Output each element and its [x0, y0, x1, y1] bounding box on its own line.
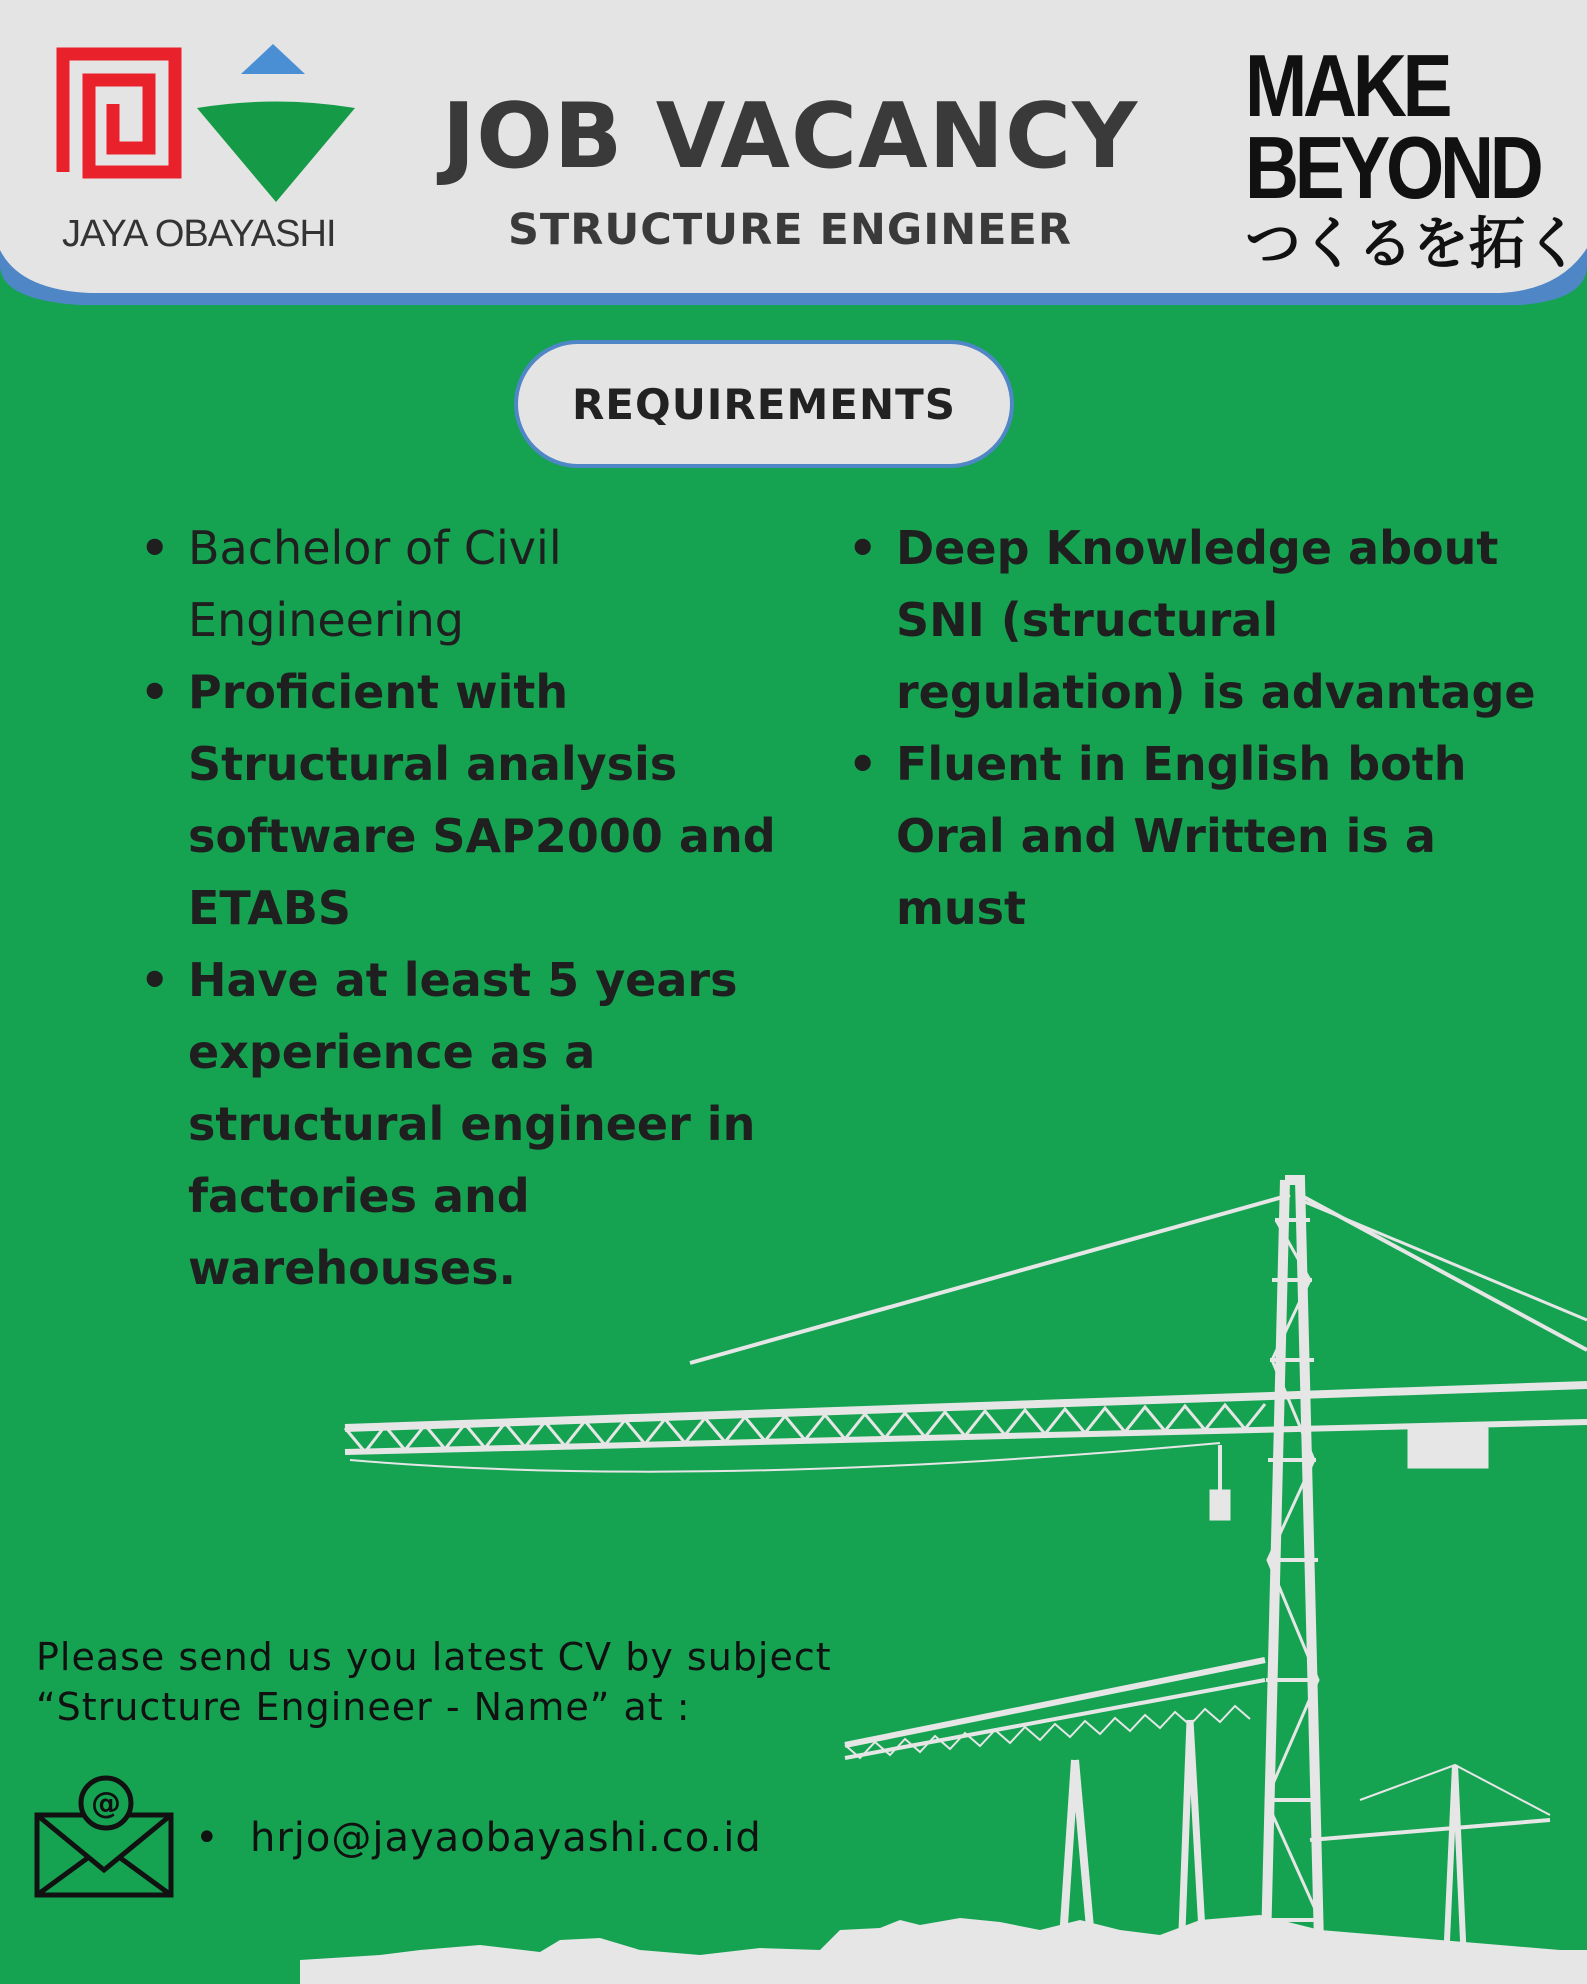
- svg-text:@: @: [91, 1786, 121, 1821]
- contact-line-2: “Structure Engineer - Name” at :: [36, 1685, 691, 1729]
- page-title: JOB VACANCY: [441, 84, 1139, 189]
- email-row: [195, 1815, 762, 1861]
- email-link[interactable]: hrjo@jayaobayashi.co.id: [250, 1815, 762, 1861]
- tagline-line-1: MAKE: [1245, 36, 1449, 135]
- requirement-item: • Deep Knowledge about SNI (structural regulation) is advantage: [848, 512, 1568, 728]
- email-bullet: •: [195, 1815, 220, 1861]
- requirements-heading: REQUIREMENTS: [514, 340, 1014, 468]
- jaya-obayashi-logo: [55, 40, 365, 270]
- header-banner: [0, 0, 1587, 320]
- make-beyond-tagline: [1245, 36, 1581, 279]
- tagline-line-3: つくるを拓く: [1245, 211, 1581, 277]
- logo-brand-name: JAYA OBAYASHI: [62, 213, 336, 255]
- contact-line-1: Please send us you latest CV by subject: [36, 1635, 832, 1679]
- requirement-item: • Bachelor of Civil Engineering: [140, 512, 800, 656]
- logo-mark-icon: [55, 40, 365, 210]
- requirement-item: • Proficient with Structural analysis software SAP2000 and ETABS: [140, 656, 800, 944]
- envelope-at-icon: [34, 1775, 174, 1900]
- contact-instructions: [36, 1632, 936, 1732]
- requirement-item: • Have at least 5 years experience as a structural engineer in factories and warehouses.: [140, 944, 800, 1304]
- requirements-right-column: [848, 512, 1568, 944]
- tagline-line-2: BEYOND: [1245, 118, 1540, 217]
- page-subtitle: STRUCTURE ENGINEER: [507, 205, 1073, 255]
- requirement-item: • Fluent in English both Oral and Written is a must: [848, 728, 1568, 944]
